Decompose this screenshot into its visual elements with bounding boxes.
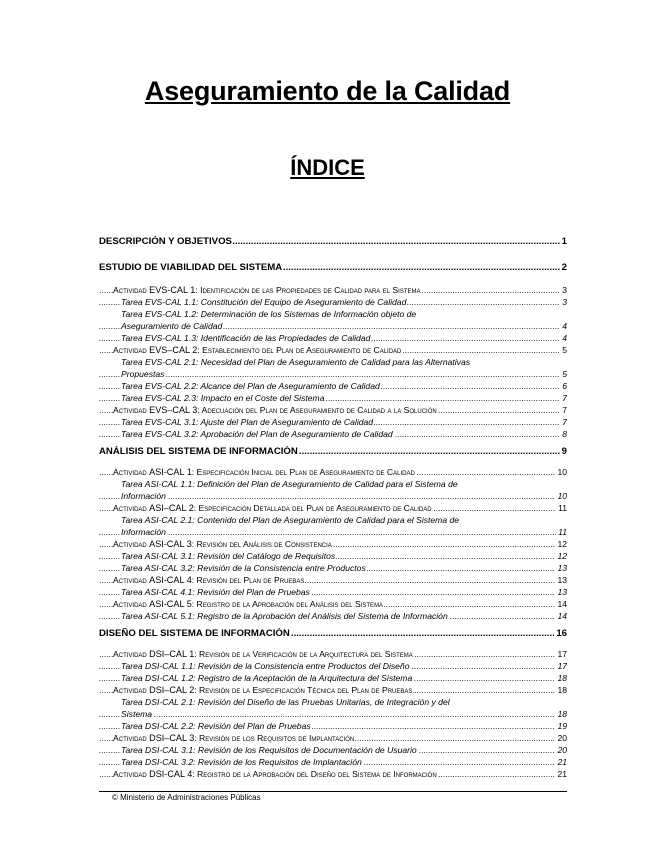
toc-section[interactable]: DISEÑO DEL SISTEMA DE INFORMACIÓN 16 ..... — [99, 628, 567, 640]
footer-copyright: © Ministerio de Administraciones Públicas — [112, 793, 261, 802]
toc-task[interactable]: Tarea EVS-CAL 1.1: Constitución del Equipo de Aseguramiento de Calidad 3 ..... — [99, 296, 567, 308]
toc-activity[interactable]: Actividad ASI–CAL 2: Especificación Detallada del Plan de Aseguramiento de Calidad 11 ..... — [99, 502, 567, 514]
toc-task[interactable]: Tarea EVS-CAL 2.2: Alcance del Plan de Aseguramiento de Calidad 6 ..... — [99, 380, 567, 392]
toc-section[interactable]: ANÁLISIS DEL SISTEMA DE INFORMACIÓN 9 ..... — [99, 446, 567, 458]
toc-task[interactable]: Tarea ASI-CAL 3.2: Revisión de la Consistencia entre Productos 13 ..... — [99, 562, 567, 574]
toc-task-line: Tarea DSI-CAL 2.1: Revisión del Diseño de las Pruebas Unitarias, de Integración y del — [121, 697, 450, 707]
toc-task[interactable]: Tarea DSI-CAL 3.1: Revisión de los Requisitos de Documentación de Usuario 20 ..... — [99, 744, 567, 756]
toc-activity[interactable]: Actividad EVS–CAL 2: Establecimiento del Plan de Aseguramiento de Calidad 5 ..... — [99, 344, 567, 356]
toc-activity[interactable]: Actividad DSI–CAL 2: Revisión de la Especificación Técnica del Plan de Pruebas 18 ..... — [99, 684, 567, 696]
toc-task[interactable]: Tarea ASI-CAL 5.1: Registro de la Aprobación del Análisis del Sistema de Información 14 ..... — [99, 610, 567, 622]
toc-section[interactable]: DESCRIPCIÓN Y OBJETIVOS 1 ..... — [99, 236, 567, 248]
toc-task[interactable]: Tarea DSI-CAL 1.1: Revisión de la Consistencia entre Productos del Diseño 17 ..... — [99, 660, 567, 672]
toc-task[interactable]: Propuestas 5 ..... — [99, 368, 567, 380]
toc-activity[interactable]: Actividad EVS-CAL 1: Identificación de las Propiedades de Calidad para el Sistema 3 ..... — [99, 284, 567, 296]
toc-activity[interactable]: Actividad DSI–CAL 3: Revisión de los Requisitos de Implantación 20 ..... — [99, 732, 567, 744]
toc-task[interactable]: Tarea ASI-CAL 4.1: Revisión del Plan de Pruebas 13 ..... — [99, 586, 567, 598]
toc-task[interactable]: Tarea EVS-CAL 3.1: Ajuste del Plan de Aseguramiento de Calidad 7 ..... — [99, 416, 567, 428]
toc-task-line: Tarea EVS-CAL 1.2: Determinación de los Sistemas de Información objeto de — [121, 309, 417, 319]
toc-task[interactable]: Tarea ASI-CAL 3.1: Revisión del Catálogo de Requisitos 12 ..... — [99, 550, 567, 562]
toc-task-line: Tarea ASI-CAL 2.1: Contenido del Plan de Aseguramiento de Calidad para el Sistema de — [121, 515, 460, 525]
toc-activity[interactable]: Actividad ASI-CAL 1: Especificación Inicial del Plan de Aseguramiento de Calidad 10 ..... — [99, 466, 567, 478]
toc-task-line: Tarea ASI-CAL 1.1: Definición del Plan de Aseguramiento de Calidad para el Sistema de — [121, 479, 458, 489]
toc-task[interactable]: Información 10 ..... — [99, 490, 567, 502]
toc-task[interactable]: Sistema 18 ..... — [99, 708, 567, 720]
toc-activity[interactable]: Actividad ASI-CAL 3: Revisión del Análisis de Consistencia 12 ..... — [99, 538, 567, 550]
toc-task[interactable]: Tarea EVS-CAL 1.3: Identificación de las Propiedades de Calidad 4 ..... — [99, 332, 567, 344]
toc-task-line: Tarea EVS-CAL 2.1: Necesidad del Plan de Aseguramiento de Calidad para las Alternativas — [121, 357, 471, 367]
toc-activity[interactable]: Actividad DSI–CAL 1: Revisión de la Verificación de la Arquitectura del Sistema 17 ..... — [99, 648, 567, 660]
toc-activity[interactable]: Actividad DSI-CAL 4: Registro de la Aprobación del Diseño del Sistema de Información 21 ..... — [99, 768, 567, 780]
toc-task[interactable]: Aseguramiento de Calidad 4 ..... — [99, 320, 567, 332]
toc-task[interactable]: Tarea DSI-CAL 3.2: Revisión de los Requisitos de Implantación 21 ..... — [99, 756, 567, 768]
toc-activity[interactable]: Actividad EVS–CAL 3: Adecuación del Plan de Aseguramiento de Calidad a la Solución 7 ..... — [99, 404, 567, 416]
toc-section[interactable]: ESTUDIO DE VIABILIDAD DEL SISTEMA 2 ..... — [99, 262, 567, 274]
footer-divider — [99, 791, 567, 792]
toc-task[interactable]: Tarea DSI-CAL 2.2: Revisión del Plan de Pruebas 19 ..... — [99, 720, 567, 732]
document-title: Aseguramiento de la Calidad — [144, 76, 511, 106]
toc-task[interactable]: Información 11 ..... — [99, 526, 567, 538]
toc-activity[interactable]: Actividad ASI-CAL 5: Registro de la Aprobación del Análisis del Sistema 14 ..... — [99, 598, 567, 610]
index-heading: ÍNDICE — [290, 155, 365, 180]
toc-task[interactable]: Tarea EVS-CAL 3.2: Aprobación del Plan de Aseguramiento de Calidad 8 ..... — [99, 428, 567, 440]
toc-task[interactable]: Tarea EVS-CAL 2.3: Impacto en el Coste del Sistema 7 ..... — [99, 392, 567, 404]
toc-task[interactable]: Tarea DSI-CAL 1.2: Registro de la Aceptación de la Arquitectura del Sistema 18 ..... — [99, 672, 567, 684]
toc-activity[interactable]: Actividad ASI-CAL 4: Revisión del Plan de Pruebas 13 ..... — [99, 574, 567, 586]
table-of-contents — [99, 236, 567, 780]
